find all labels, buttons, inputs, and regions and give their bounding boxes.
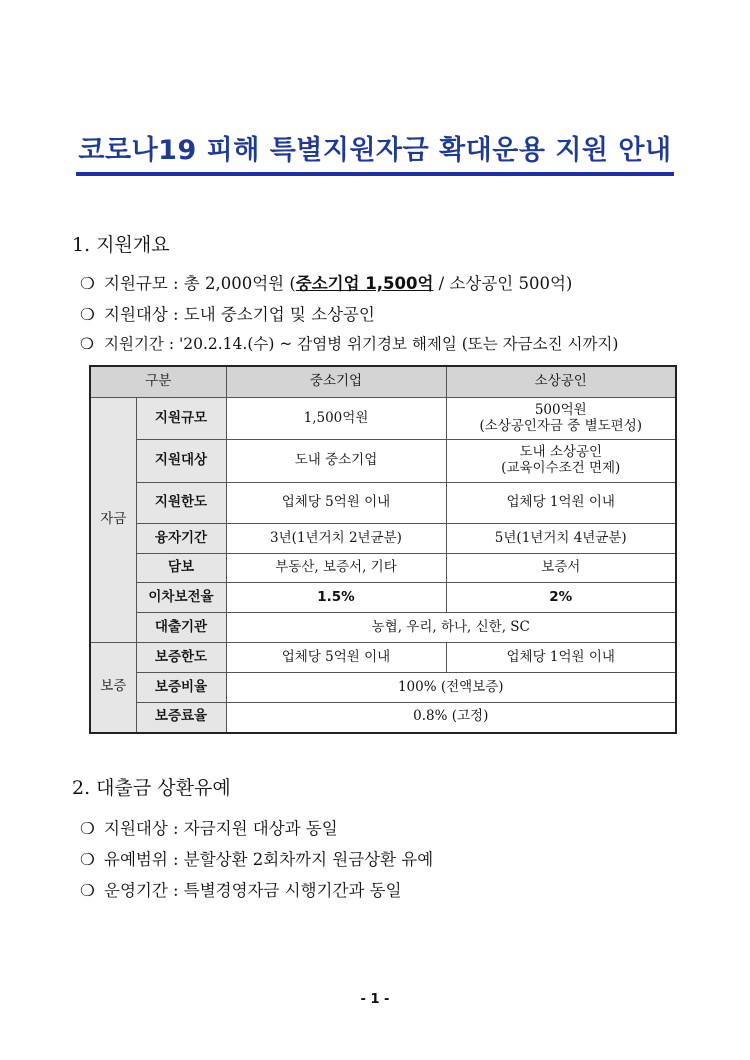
row-label: 보증료율	[136, 703, 226, 733]
circle-bullet-icon: ❍	[80, 305, 95, 324]
cell-merged: 농협, 우리, 하나, 신한, SC	[226, 613, 676, 643]
bullet-text: 지원대상 : 자금지원 대상과 동일	[104, 819, 338, 838]
header-category: 구분	[90, 366, 226, 398]
table-row	[90, 483, 676, 524]
cell-small-business: 업체당 1억원 이내	[446, 483, 676, 524]
table-row	[90, 440, 676, 483]
cell-line-1: 도내 소상공인	[519, 444, 603, 461]
bullet-text: 운영기간 : 특별경영자금 시행기간과 동일	[104, 881, 402, 900]
cell-sme: 업체당 5억원 이내	[226, 643, 446, 673]
circle-bullet-icon: ❍	[80, 819, 95, 838]
section2-bullet-2	[80, 846, 433, 870]
cell-sme: 업체당 5억원 이내	[226, 483, 446, 524]
cell-small-business	[446, 440, 676, 483]
bullet-3-text: 지원기간 : '20.2.14.(수) ~ 감염병 위기경보 해제일 (또는 자금소진 시까지)	[104, 335, 619, 353]
section2-bullet-1	[80, 815, 338, 839]
cell-line-2: (교육이수조건 면제)	[501, 460, 621, 476]
bullet-2-text: 지원대상 : 도내 중소기업 및 소상공인	[104, 305, 375, 324]
row-label: 지원규모	[136, 398, 226, 440]
section1-bullet-3	[80, 332, 618, 354]
circle-bullet-icon: ❍	[80, 850, 95, 869]
row-label: 지원대상	[136, 440, 226, 483]
group-label-guarantee: 보증	[90, 643, 136, 733]
cell-merged: 100% (전액보증)	[226, 673, 676, 703]
row-label: 지원한도	[136, 483, 226, 524]
section1-bullet-2	[80, 301, 375, 325]
header-sme: 중소기업	[226, 366, 446, 398]
circle-bullet-icon: ❍	[80, 274, 95, 293]
row-label: 대출기관	[136, 613, 226, 643]
table-header-row	[90, 366, 676, 398]
cell-sme: 1,500억원	[226, 398, 446, 440]
table-row	[90, 673, 676, 703]
table-row	[90, 583, 676, 613]
table-row	[90, 703, 676, 733]
header-small-business: 소상공인	[446, 366, 676, 398]
bullet-1-text-post: / 소상공인 500억)	[433, 274, 573, 293]
row-label: 이차보전율	[136, 583, 226, 613]
page-number: - 1 -	[360, 992, 390, 1007]
circle-bullet-icon: ❍	[80, 335, 94, 353]
bullet-1-text-pre: 지원규모 : 총 2,000억원 (	[104, 274, 296, 293]
section2-heading: 2. 대출금 상환유예	[72, 777, 231, 799]
cell-small-business: 2%	[446, 583, 676, 613]
title-underline	[76, 172, 674, 176]
table-row	[90, 643, 676, 673]
row-label: 보증비율	[136, 673, 226, 703]
page-title: 코로나19 피해 특별지원자금 확대운용 지원 안내	[78, 135, 672, 166]
cell-sme: 부동산, 보증서, 기타	[226, 554, 446, 583]
row-label: 보증한도	[136, 643, 226, 673]
support-table	[89, 365, 677, 734]
table-row	[90, 524, 676, 554]
cell-sme: 1.5%	[226, 583, 446, 613]
row-label: 융자기간	[136, 524, 226, 554]
table-row	[90, 554, 676, 583]
section2-bullet-3	[80, 877, 402, 901]
row-label: 담보	[136, 554, 226, 583]
cell-sme: 3년(1년거치 2년균분)	[226, 524, 446, 554]
bullet-1-emphasis: 중소기업 1,500억	[295, 274, 434, 293]
cell-merged: 0.8% (고정)	[226, 703, 676, 733]
table-row	[90, 398, 676, 440]
table-row	[90, 613, 676, 643]
section1-heading: 1. 지원개요	[72, 234, 170, 256]
section1-bullet-1	[80, 270, 572, 294]
group-label-fund: 자금	[90, 398, 136, 643]
cell-sme: 도내 중소기업	[226, 440, 446, 483]
bullet-text: 유예범위 : 분할상환 2회차까지 원금상환 유예	[104, 850, 434, 869]
cell-line-2: (소상공인자금 중 별도편성)	[479, 417, 643, 434]
circle-bullet-icon: ❍	[80, 881, 95, 900]
cell-line-1: 500억원	[534, 401, 587, 418]
cell-small-business	[446, 398, 676, 440]
cell-small-business: 5년(1년거치 4년균분)	[446, 524, 676, 554]
cell-small-business: 보증서	[446, 554, 676, 583]
cell-small-business: 업체당 1억원 이내	[446, 643, 676, 673]
